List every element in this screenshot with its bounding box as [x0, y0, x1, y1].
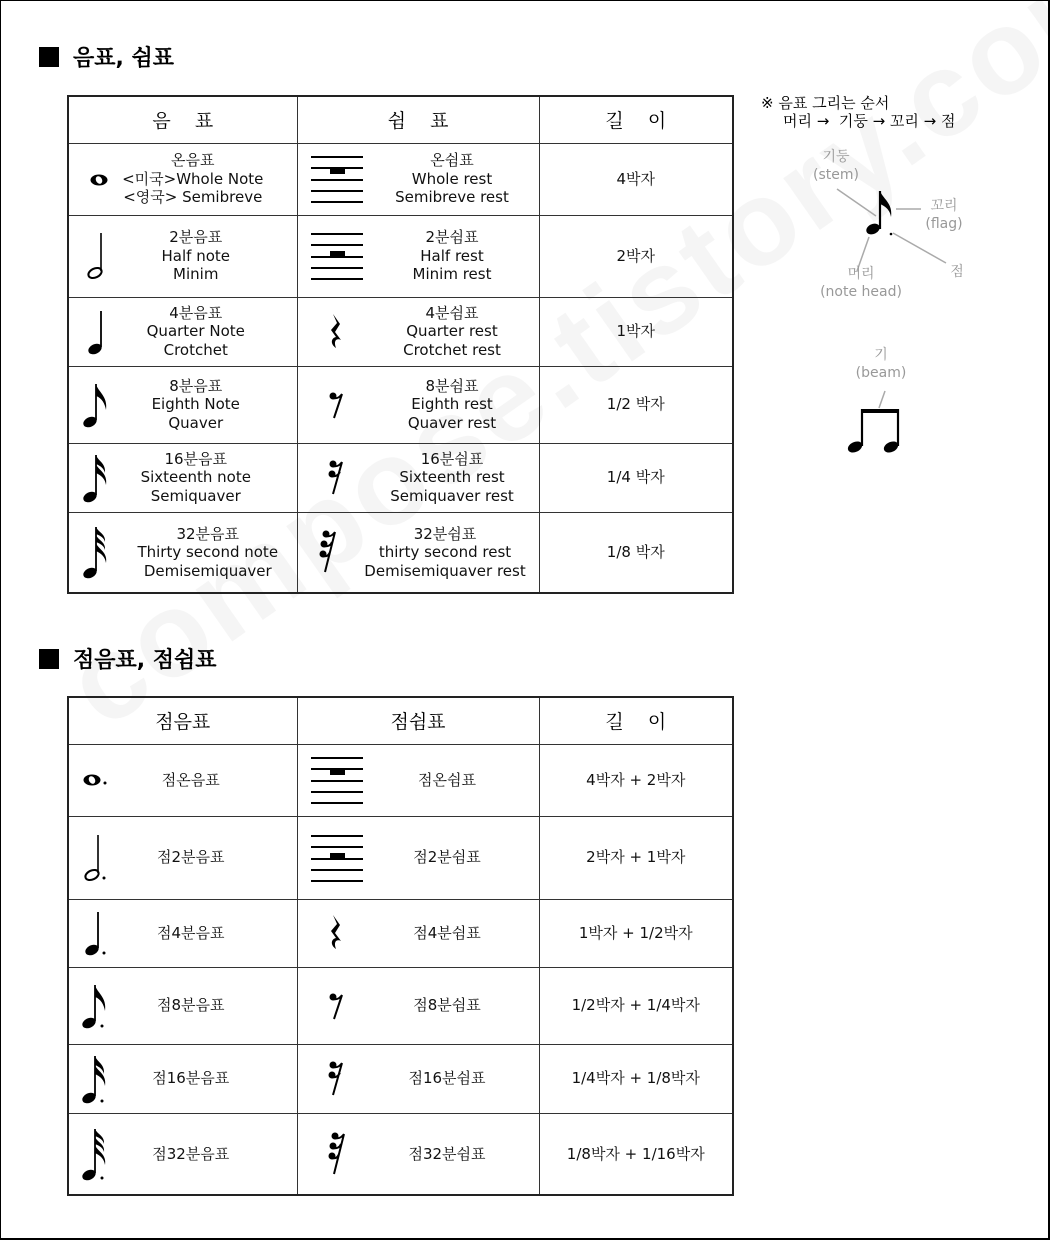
- rest-label: 점2분쉼표: [413, 848, 481, 867]
- rest-name-uk: Crotchet rest: [403, 340, 501, 359]
- header-note: 음 표: [68, 96, 297, 143]
- length-cell: 1/2박자 + 1/4박자: [539, 967, 733, 1044]
- thirty-second-note-icon: [69, 523, 125, 581]
- half-rest-icon: [298, 230, 376, 282]
- rest-name-uk: Minim rest: [412, 265, 492, 284]
- rest-name-us: Whole rest: [411, 169, 493, 188]
- note-cell: [68, 744, 297, 816]
- note-name-uk: Semiquaver: [150, 486, 241, 505]
- rest-cell: [297, 443, 539, 512]
- dotted-notes-rests-table: [67, 696, 734, 1196]
- section-title-text: 음표, 쉼표: [73, 46, 175, 71]
- note-cell: [68, 899, 297, 967]
- rest-name-ko: 8분쉼표: [425, 376, 479, 395]
- rest-cell: [297, 967, 539, 1044]
- rest-cell: [297, 297, 539, 366]
- note-cell: [68, 512, 297, 593]
- length-cell: 1/8박자 + 1/16박자: [539, 1113, 733, 1195]
- dotted-whole-note-icon: [69, 772, 125, 788]
- header-rest: 쉼 표: [297, 96, 539, 143]
- note-cell: [68, 366, 297, 443]
- rest-cell: [297, 1044, 539, 1113]
- table-row: [68, 512, 733, 593]
- rest-cell: [297, 215, 539, 297]
- note-name-us: Sixteenth note: [140, 468, 251, 487]
- note-name-uk: Crotchet: [163, 340, 228, 359]
- note-name-us: Half note: [161, 246, 230, 265]
- dotted-thirty-second-rest-icon: [298, 1130, 376, 1178]
- table-row: [68, 744, 733, 816]
- rest-name-ko: 32분쉼표: [413, 524, 477, 543]
- rest-cell: [297, 143, 539, 215]
- note-label: 점8분음표: [156, 996, 225, 1015]
- rest-label: 점온쉼표: [418, 770, 476, 789]
- dotted-half-rest-icon: [298, 832, 376, 884]
- length-cell: 2박자: [539, 215, 733, 297]
- length-cell: 1/8 박자: [539, 512, 733, 593]
- rest-name-us: thirty second rest: [378, 543, 512, 561]
- rest-name-ko: 16분쉼표: [420, 449, 484, 468]
- rest-name-ko: 4분쉼표: [425, 303, 479, 322]
- note-name-us: Thirty second note: [137, 543, 279, 561]
- stem-label: 기둥 (stem): [813, 149, 859, 183]
- thirty-second-rest-icon: [298, 528, 358, 576]
- eighth-note-icon: [69, 380, 125, 430]
- length-cell: 1/4박자 + 1/8박자: [539, 1044, 733, 1113]
- note-cell: [68, 443, 297, 512]
- rest-name-us: Sixteenth rest: [399, 468, 505, 487]
- note-name-us: <미국>Whole Note: [122, 169, 264, 188]
- rest-label: 점8분쉼표: [413, 996, 481, 1015]
- dot-label: 점: [950, 264, 964, 280]
- note-name-uk: <영국> Semibreve: [123, 188, 263, 207]
- table-row: [68, 143, 733, 215]
- rest-name-us: Eighth rest: [411, 395, 493, 414]
- rest-name-uk: Demisemiquaver rest: [364, 561, 526, 580]
- rest-cell: [297, 899, 539, 967]
- length-cell: 1/4 박자: [539, 443, 733, 512]
- whole-note-icon: [69, 171, 109, 187]
- note-name-ko: 32분음표: [176, 524, 240, 543]
- table-row: [68, 816, 733, 899]
- table-header-row: [68, 697, 733, 744]
- rest-name-ko: 온쉼표: [430, 151, 474, 170]
- table-row: [68, 366, 733, 443]
- flag-label: 꼬리 (flag): [925, 198, 963, 232]
- note-cell: [68, 1044, 297, 1113]
- rest-cell: [297, 512, 539, 593]
- header-length: 길 이: [539, 697, 733, 744]
- square-bullet-icon: [39, 47, 59, 67]
- note-name-uk: Minim: [173, 265, 219, 284]
- dotted-sixteenth-note-icon: [69, 1052, 125, 1106]
- table-row: [68, 1044, 733, 1113]
- note-name-ko: 4분음표: [169, 303, 223, 322]
- head-label: 머리 (note head): [820, 266, 902, 300]
- drawing-order-note: [761, 94, 956, 130]
- rest-name-us: Half rest: [420, 246, 484, 265]
- note-name-uk: Quaver: [168, 413, 224, 432]
- table-row: [68, 297, 733, 366]
- length-cell: 4박자: [539, 143, 733, 215]
- table-header-row: [68, 96, 733, 143]
- note-order: 머리 → 기둥 → 꼬리 → 점: [783, 112, 956, 130]
- rest-cell: [297, 816, 539, 899]
- note-cell: [68, 967, 297, 1044]
- notes-rests-table: [67, 95, 734, 594]
- header-dotted-rest: 점쉼표: [297, 697, 539, 744]
- eighth-rest-icon: [298, 388, 376, 422]
- table-row: [68, 1113, 733, 1195]
- note-cell: [68, 1113, 297, 1195]
- section-title-text: 점음표, 점쉼표: [73, 648, 217, 673]
- rest-name-uk: Semiquaver rest: [390, 486, 514, 505]
- header-length: 길 이: [539, 96, 733, 143]
- beam-label: 기 (beam): [855, 347, 907, 381]
- dotted-thirty-second-note-icon: [69, 1125, 125, 1183]
- note-name-ko: 2분음표: [169, 228, 223, 247]
- note-name-ko: 온음표: [171, 151, 215, 170]
- length-cell: 2박자 + 1박자: [539, 816, 733, 899]
- beamed-eighth-notes-icon: [841, 346, 921, 461]
- table-row: [68, 899, 733, 967]
- length-cell: 1/2 박자: [539, 366, 733, 443]
- note-label: 점32분음표: [152, 1144, 230, 1163]
- dotted-eighth-rest-icon: [298, 989, 376, 1023]
- rest-cell: [297, 366, 539, 443]
- beam-diagram: [841, 346, 921, 461]
- rest-name-uk: Quaver rest: [407, 413, 497, 432]
- note-cell: [68, 143, 297, 215]
- note-heading: ※ 음표 그리는 순서: [761, 94, 890, 112]
- note-name-uk: Demisemiquaver: [143, 561, 272, 580]
- quarter-note-icon: [69, 307, 125, 357]
- note-cell: [68, 215, 297, 297]
- note-anatomy-diagram: [801, 141, 981, 311]
- length-cell: 1박자 + 1/2박자: [539, 899, 733, 967]
- table-row: [68, 443, 733, 512]
- note-label: 점2분음표: [156, 848, 225, 867]
- note-name-ko: 16분음표: [164, 449, 228, 468]
- note-label: 점4분음표: [156, 923, 225, 942]
- rest-label: 점32분쉼표: [408, 1144, 486, 1163]
- rest-cell: [297, 1113, 539, 1195]
- section-title-dotted: [39, 643, 217, 674]
- table-row: [68, 215, 733, 297]
- header-dotted-note: 점음표: [68, 697, 297, 744]
- square-bullet-icon: [39, 649, 59, 669]
- dotted-eighth-note-icon: [69, 981, 125, 1031]
- note-cell: [68, 297, 297, 366]
- rest-label: 점16분쉼표: [408, 1069, 486, 1088]
- table-row: [68, 967, 733, 1044]
- whole-rest-icon: [298, 153, 376, 205]
- note-cell: [68, 816, 297, 899]
- note-label: 점온음표: [161, 770, 220, 789]
- dotted-quarter-note-icon: [69, 908, 125, 958]
- dotted-quarter-rest-icon: [298, 913, 376, 953]
- dotted-sixteenth-rest-icon: [298, 1059, 376, 1099]
- note-name-us: Quarter Note: [146, 322, 245, 341]
- sixteenth-note-icon: [69, 451, 125, 505]
- length-cell: 4박자 + 2박자: [539, 744, 733, 816]
- rest-name-ko: 2분쉼표: [425, 228, 479, 247]
- note-name-ko: 8분음표: [169, 376, 223, 395]
- note-name-us: Eighth Note: [151, 395, 240, 414]
- rest-name-us: Quarter rest: [406, 322, 498, 341]
- half-note-icon: [69, 231, 125, 281]
- length-cell: 1박자: [539, 297, 733, 366]
- note-label: 점16분음표: [152, 1069, 230, 1088]
- dotted-whole-rest-icon: [298, 754, 376, 806]
- rest-name-uk: Semibreve rest: [395, 188, 509, 207]
- sixteenth-rest-icon: [298, 458, 376, 498]
- rest-cell: [297, 744, 539, 816]
- quarter-rest-icon: [298, 312, 376, 352]
- rest-label: 점4분쉼표: [413, 923, 481, 942]
- dotted-half-note-icon: [69, 833, 125, 883]
- section-title-notes-rests: [39, 41, 174, 72]
